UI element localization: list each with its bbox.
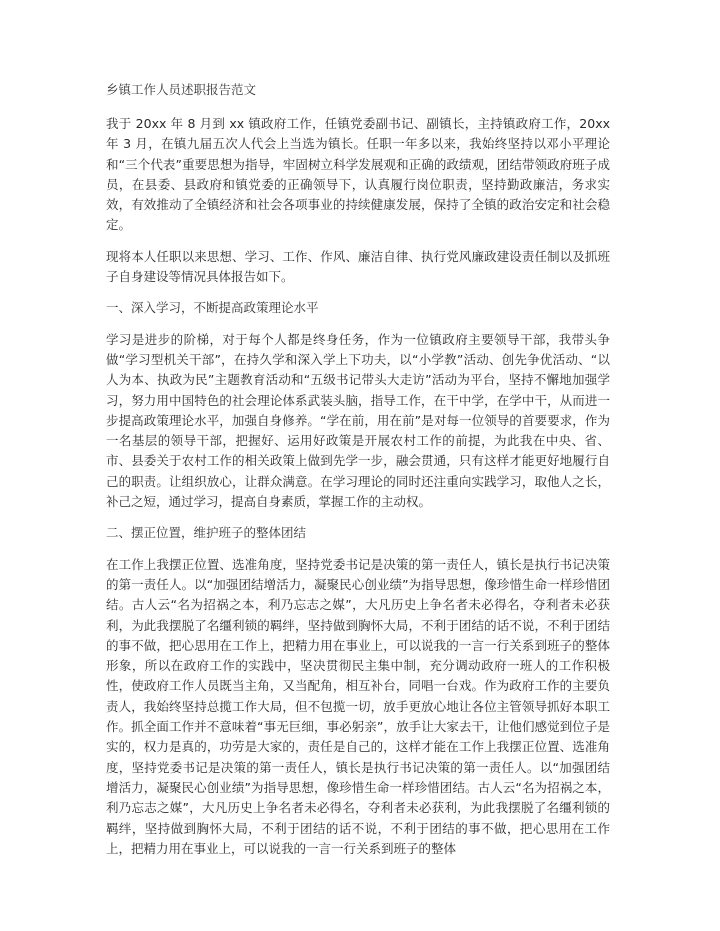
intro-paragraph: 我于 20xx 年 8 月到 xx 镇政府工作，任镇党委副书记、副镇长，主持镇政府工作，20xx 年 3 月，在镇九届五次人代会上当选为镇长。任职一年多以来，我始终坚持以邓小平理论和“三个代表”重要思想为指导，牢固树立科学发展观和正确的政绩观，团结带领政府班子成员，在县委、县政府和镇党委的正确领导下，认真履行岗位职责，坚持勤政廉洁，务求实效，有效推动了全镇经济和社会各项事业的持续健康发展，保持了全镇的政治安定和社会稳定。 [106,116,610,233]
overview-paragraph: 现将本人任职以来思想、学习、工作、作风、廉洁自律、执行党风廉政建设责任制以及抓班子自身建设等情况具体报告如下。 [106,248,610,285]
section-1-paragraph: 学习是进步的阶梯，对于每个人都是终身任务，作为一位镇政府主要领导干部，我带头争做“学习型机关干部”，在持久学和深入学上下功夫，以“小学教”活动、创先争优活动、“以人为本、执政为民”主题教育活动和“五级书记带头大走访”活动为平台，坚持不懈地加强学习，努力用中国特色的社会理论体系武装头脑，指导工作，在干中学，在学中干，从而进一步提高政策理论水平，加强自身修养。“学在前，用在前”是对每一位领导的首要要求，作为一名基层的领导干部，把握好、运用好政策是开展农村工作的前提，为此我在中央、省、市、县委关于农村工作的相关政策上做到先学一步，融会贯通，只有这样才能更好地履行自己的职责。让组织放心，让群众满意。在学习理论的同时还注重向实践学习，取他人之长，补己之短，通过学习，提高自身素质，掌握工作的主动权。 [106,331,610,510]
document-body [106,80,610,870]
document-title: 乡镇工作人员述职报告范文 [106,82,257,97]
section-2-heading: 二、摆正位置，维护班子的整体团结 [106,525,307,541]
section-1-heading: 一、深入学习，不断提高政策理论水平 [106,300,319,316]
section-2-paragraph: 在工作上我摆正位置、选准角度，坚持党委书记是决策的第一责任人，镇长是执行书记决策的第一责任人。以“加强团结增活力，凝聚民心创业绩”为指导思想，像珍惜生命一样珍惜团结。古人云“名为招祸之本，利乃忘志之媒”，大凡历史上争名者未必得名，夺利者未必获利，为此我摆脱了名缰利锁的羁绊，坚持做到胸怀大局，不利于团结的话不说，不利于团结的事不做，把心思用在工作上，把精力用在事业上，可以说我的一言一行关系到班子的整体形象，所以在政府工作的实践中，坚决贯彻民主集中制，充分调动政府一班人的工作积极性，使政府工作人员既当主角，又当配角，相互补台，同唱一台戏。作为政府工作的主要负责人，我始终坚持总揽工作大局，但不包揽一切，放手更放心地让各位主管领导抓好本职工作。抓全面工作并不意味着“事无巨细，事必躬亲”，放手让大家去干，让他们感觉到位子是实的，权力是真的，功劳是大家的，责任是自己的，这样才能在工作上我摆正位置、选准角度，坚持党委书记是决策的第一责任人，镇长是执行书记决策的第一责任人。以“加强团结增活力，凝聚民心创业绩”为指导思想，像珍惜生命一样珍惜团结。古人云“名为招祸之本，利乃忘志之媒”，大凡历史上争名者未必得名，夺利者未必获利，为此我摆脱了名缰利锁的羁绊，坚持做到胸怀大局，不利于团结的话不说，不利于团结的事不做，把心思用在工作上，把精力用在事业上，可以说我的一言一行关系到班子的整体 [106,556,610,856]
